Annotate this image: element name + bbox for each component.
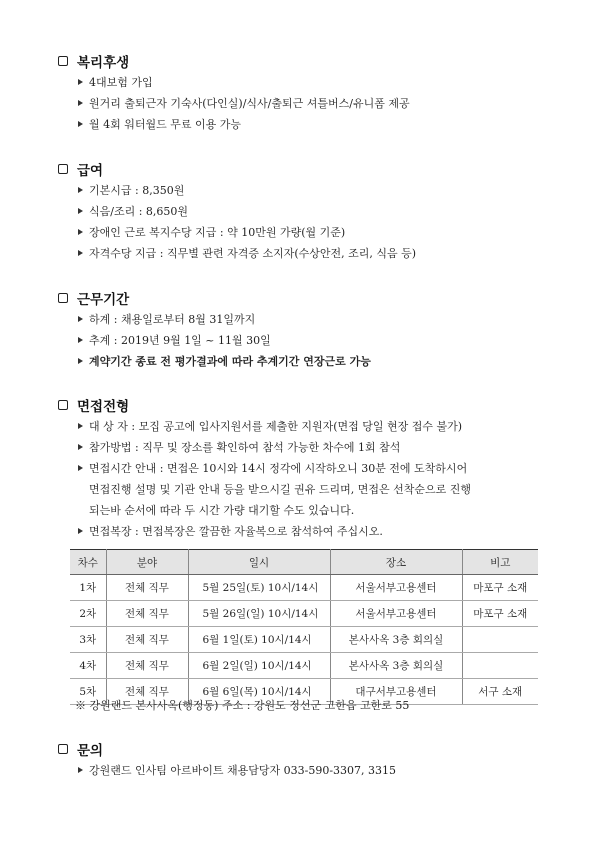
table-row xyxy=(70,627,538,653)
list-item-text: 식음/조리 : 8,650원 xyxy=(89,205,189,218)
triangle-bullet-icon xyxy=(78,423,83,429)
section-heading xyxy=(58,394,548,416)
triangle-bullet-icon xyxy=(78,208,83,214)
list-item-text: 추계 : 2019년 9월 1일 ~ 11월 30일 xyxy=(89,334,271,347)
triangle-bullet-icon xyxy=(78,100,83,106)
table-cell: 서구 소재 xyxy=(462,679,538,705)
section-title: 급여 xyxy=(77,163,104,179)
list-item xyxy=(78,180,548,201)
triangle-bullet-icon xyxy=(78,121,83,127)
list-item-text: 장애인 근로 복지수당 지급 : 약 10만원 가량(월 기준) xyxy=(89,226,346,239)
list-item-text: 참가방법 : 직무 및 장소를 확인하여 참석 가능한 차수에 1회 참석 xyxy=(89,441,401,454)
list-item xyxy=(78,458,548,521)
triangle-bullet-icon xyxy=(78,79,83,85)
section-heading xyxy=(58,287,548,309)
table-cell: 본사사옥 3층 회의실 xyxy=(330,653,462,679)
triangle-bullet-icon xyxy=(78,444,83,450)
bullet-list xyxy=(58,760,548,781)
table-header-row xyxy=(70,550,538,575)
table-cell: 마포구 소재 xyxy=(462,575,538,601)
list-item-text: 강원랜드 인사팀 아르바이트 채용담당자 033-590-3307, 3315 xyxy=(89,764,397,777)
list-item xyxy=(78,93,548,114)
column-header: 분야 xyxy=(106,550,188,575)
list-item-text: 원거리 출퇴근자 기숙사(다인실)/식사/출퇴근 셔틀버스/유니폼 제공 xyxy=(89,97,410,110)
table-cell: 6월 2일(일) 10시/14시 xyxy=(188,653,330,679)
list-item-text: 면접복장 : 면접복장은 깔끔한 자율복으로 참석하여 주십시오. xyxy=(89,525,383,538)
table-row xyxy=(70,653,538,679)
section-welfare xyxy=(58,50,548,135)
table-cell: 5월 25일(토) 10시/14시 xyxy=(188,575,330,601)
table-cell: 본사사옥 3층 회의실 xyxy=(330,627,462,653)
list-item-text: 자격수당 지급 : 직무별 관련 자격증 소지자(수상안전, 조리, 식음 등) xyxy=(89,247,417,260)
table-cell: 1차 xyxy=(70,575,106,601)
section-title: 복리후생 xyxy=(77,55,130,71)
list-item xyxy=(78,201,548,222)
section-title: 문의 xyxy=(77,743,104,759)
table-cell: 5월 26일(일) 10시/14시 xyxy=(188,601,330,627)
table-cell: 5차 xyxy=(70,679,106,705)
bullet-list xyxy=(58,72,548,135)
triangle-bullet-icon xyxy=(78,528,83,534)
bullet-list xyxy=(58,309,548,372)
checkbox-square-icon xyxy=(58,400,68,410)
table-cell: 2차 xyxy=(70,601,106,627)
column-header: 차수 xyxy=(70,550,106,575)
list-item-text: 월 4회 워터월드 무료 이용 가능 xyxy=(89,118,241,131)
table-cell: 6월 6일(목) 10시/14시 xyxy=(188,679,330,705)
list-item-text: 4대보험 가입 xyxy=(89,76,153,89)
triangle-bullet-icon xyxy=(78,187,83,193)
bullet-list xyxy=(58,180,548,264)
list-item-text: 하계 : 채용일로부터 8월 31일까지 xyxy=(89,313,256,326)
list-item xyxy=(78,222,548,243)
list-item xyxy=(78,114,548,135)
list-item-text: 대 상 자 : 모집 공고에 입사지원서를 제출한 지원자(면접 당일 현장 접수 불가) xyxy=(89,420,463,433)
table-cell: 대구서부고용센터 xyxy=(330,679,462,705)
column-header: 장소 xyxy=(330,550,462,575)
triangle-bullet-icon xyxy=(78,358,83,364)
list-item xyxy=(78,760,548,781)
list-item xyxy=(78,351,548,372)
list-item xyxy=(78,437,548,458)
checkbox-square-icon xyxy=(58,744,68,754)
table-cell: 서울서부고용센터 xyxy=(330,601,462,627)
bullet-list xyxy=(58,416,548,542)
section-period xyxy=(58,287,548,372)
section-heading xyxy=(58,738,548,760)
address-note: ※ 강원랜드 본사사옥(행정동) 주소 : 강원도 정선군 고한읍 고한로 55 xyxy=(75,699,410,712)
section-pay xyxy=(58,158,548,264)
list-item xyxy=(78,243,548,264)
list-item xyxy=(78,416,548,437)
checkbox-square-icon xyxy=(58,164,68,174)
triangle-bullet-icon xyxy=(78,767,83,773)
list-item xyxy=(78,72,548,93)
list-item xyxy=(78,521,548,542)
table-cell: 서울서부고용센터 xyxy=(330,575,462,601)
table-row xyxy=(70,575,538,601)
section-title: 근무기간 xyxy=(77,292,130,308)
table-cell: 4차 xyxy=(70,653,106,679)
list-item-text: 면접시간 안내 : 면접은 10시와 14시 정각에 시작하오니 30분 전에 도착하시어 xyxy=(89,462,468,475)
table-cell: 전체 직무 xyxy=(106,653,188,679)
list-item-text-continued: 면접진행 설명 및 기관 안내 등을 받으시길 권유 드리며, 면접은 선착순으로 진행 xyxy=(89,483,471,496)
section-contact xyxy=(58,738,548,781)
section-title: 면접전형 xyxy=(77,399,130,415)
table-cell: 전체 직무 xyxy=(106,627,188,653)
triangle-bullet-icon xyxy=(78,229,83,235)
table-cell: 마포구 소재 xyxy=(462,601,538,627)
checkbox-square-icon xyxy=(58,56,68,66)
list-item xyxy=(78,330,548,351)
checkbox-square-icon xyxy=(58,293,68,303)
list-item-text-bold: 계약기간 종료 전 평가결과에 따라 추계기간 연장근로 가능 xyxy=(89,355,371,368)
list-item-text-continued: 되는바 순서에 따라 두 시간 가량 대기할 수도 있습니다. xyxy=(89,504,355,517)
table-cell: 3차 xyxy=(70,627,106,653)
column-header: 비고 xyxy=(462,550,538,575)
section-interview xyxy=(58,394,548,542)
table-cell: 전체 직무 xyxy=(106,601,188,627)
section-heading xyxy=(58,158,548,180)
table-cell xyxy=(462,627,538,653)
section-heading xyxy=(58,50,548,72)
table-row xyxy=(70,601,538,627)
interview-schedule-table xyxy=(70,549,538,705)
triangle-bullet-icon xyxy=(78,465,83,471)
triangle-bullet-icon xyxy=(78,337,83,343)
table-cell: 전체 직무 xyxy=(106,575,188,601)
triangle-bullet-icon xyxy=(78,250,83,256)
table-cell: 전체 직무 xyxy=(106,679,188,705)
list-item xyxy=(78,309,548,330)
column-header: 일시 xyxy=(188,550,330,575)
triangle-bullet-icon xyxy=(78,316,83,322)
table-cell xyxy=(462,653,538,679)
list-item-text: 기본시급 : 8,350원 xyxy=(89,184,185,197)
table-cell: 6월 1일(토) 10시/14시 xyxy=(188,627,330,653)
